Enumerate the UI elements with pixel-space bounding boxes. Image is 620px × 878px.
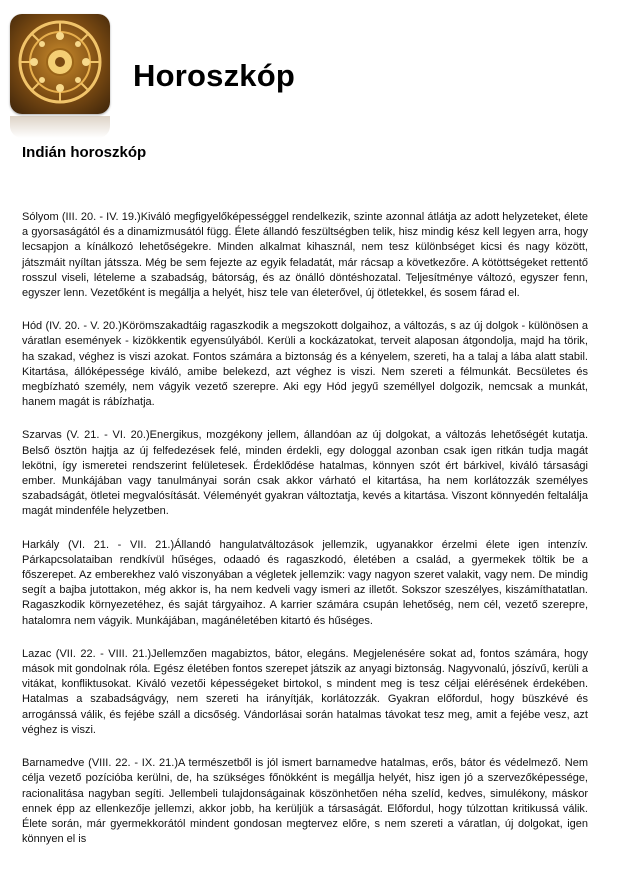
logo-reflection — [10, 116, 110, 138]
horoscope-content — [22, 210, 588, 865]
page-subtitle: Indián horoszkóp — [22, 144, 147, 161]
page-title: Horoszkóp — [133, 58, 295, 93]
logo-wrap — [10, 14, 116, 142]
zodiac-wheel-icon — [10, 14, 110, 114]
entry-barnamedve: Barnamedve (VIII. 22. - IX. 21.)A természetből is jól ismert barnamedve hatalmas, erős, bátor és védelmező. Nem célja vezető pozícióba kerülni, de, ha szükséges főnökként is megállja helyét, hisz igen jó a szervezőképessége, racionalitása nagyban segíti. Jellembeli tulajdonságainak köszönhetően néha szelíd, kedves, simulékony, máskor ennek épp az ellenkezője jellemzi, akkor jobb, ha kerüljük a társaságát. Előfordul, hogy túlzottan kritikussá válik. Élete során, már gyermekkorától mindent gondosan megtervez előre, s nem szereti a váratlan, új dolgokat, igen könnyen el is — [22, 757, 588, 846]
entry-harkaly: Harkály (VI. 21. - VII. 21.)Állandó hangulatváltozások jellemzik, ugyanakkor érzelmi élete igen intenzív. Párkapcsolataiban rendkívül hűséges, odaadó és ragaszkodó, életében a család, a gyermekek töltik be a főszerepet. Az emberekhez való viszonyában a végletek jellemzik: vagy nagyon szeret valakit, vagy nem. De mindig segít a bajba jutottakon, még akkor is, ha nem kedveli vagy ismeri az illetőt. Sokszor szeszélyes, kiszámíthatatlan. Ragaszkodik környezetéhez, és saját tárgyaihoz. A karrier számára csupán lehetőség, nem cél, vezető szerepre, hatalomra nem vágyik. Munkájában, magánéletében kitartó és hűséges. — [22, 538, 588, 627]
page-header — [8, 8, 608, 168]
entry-hod: Hód (IV. 20. - V. 20.)Körömszakadtáig ragaszkodik a megszokott dolgaihoz, a változás, s az új dolgok - különösen a váratlan események - kizökkentik egyensúlyából. Kerüli a kockázatokat, terveit alaposan átgondolja, majd ha törik, ha szakad, véghez is viszi azokat. Fontos számára a biztonság és a kényelem, szereti, ha a talaj a lába alatt stabil. Kitartása, állóképessége kiváló, amibe belekezd, azt véghez is viszi. Nem szereti a félmunkát. Becsületes és megbízható személy, nem vágyik vezető szerepre. Aki egy Hód jegyű személlyel dolgozik, nemcsak a munkát, hanem magát is rábízhatja. — [22, 320, 588, 409]
entry-solyom: Sólyom (III. 20. - IV. 19.)Kiváló megfigyelőképességgel rendelkezik, szinte azonnal átlátja az adott helyzeteket, élete a gyorsaságától és a dinamizmusától függ. Élete állandó feszültségben telik, hisz mindig kész kell legyen arra, hogy lecsapjon a kínálkozó lehetőségekre. Minden alkalmat kihasznál, nem tesz különbséget kicsi és nagy között, játszmáit nyíltan játssza. Még be sem fejezte az egyik feladatát, már rácsap a következőre. A kötöttségeket rettentő rosszul viseli, lételeme a szabadság, bátorság, és az önálló döntéshozatal. Teljesítménye változó, egyszer fenn, egyszer lenn. Vezetőként is megállja a helyét, hisz tele van életerővel, új ötletekkel, és sosem fárad el. — [22, 211, 588, 300]
entry-lazac: Lazac (VII. 22. - VIII. 21.)Jellemzően magabiztos, bátor, elegáns. Megjelenésére sokat ad, fontos számára, hogy mások mit gondolnak róla. Egész életében fontos szerepet játszik az anyagi biztonság. Nagyvonalú, jószívű, kerüli a vitákat, konfliktusokat. Kiváló vezetői képességeket birtokol, s mindent meg is tesz céljai elérésének érdekében. Hatalmas a szabadságvágy, nem szereti ha irányítják, korlátozzák. Gyakran előfordul, hogy büszkévé és arrogánssá válik, és fejébe száll a dicsőség. Vándorlásai során hatalmas távokat tesz meg, amit a fejébe vesz, azt véghez is viszi. — [22, 647, 588, 736]
entry-szarvas: Szarvas (V. 21. - VI. 20.)Energikus, mozgékony jellem, állandóan az új dolgokat, a változás lehetőségét kutatja. Belső ösztön hajtja az új felfedezések felé, minden érdekli, egy dologgal azonban csak igen ritkán tudja magát lekötni, így ismeretei rendszerint felületesek. Érdeklődése hatalmas, könnyen szót ért bárkivel, kiváló társasági ember. Munkájában vagy tanulmányai során csak akkor várható el kitartása, ha nem korlátozzák személyes szabadságát, ötletei megvalósítását. Véleményét gyakran változtatja, kevés a kitartása. Viszont könnyedén feltalálja magát mindenféle helyzetben. — [22, 429, 588, 518]
